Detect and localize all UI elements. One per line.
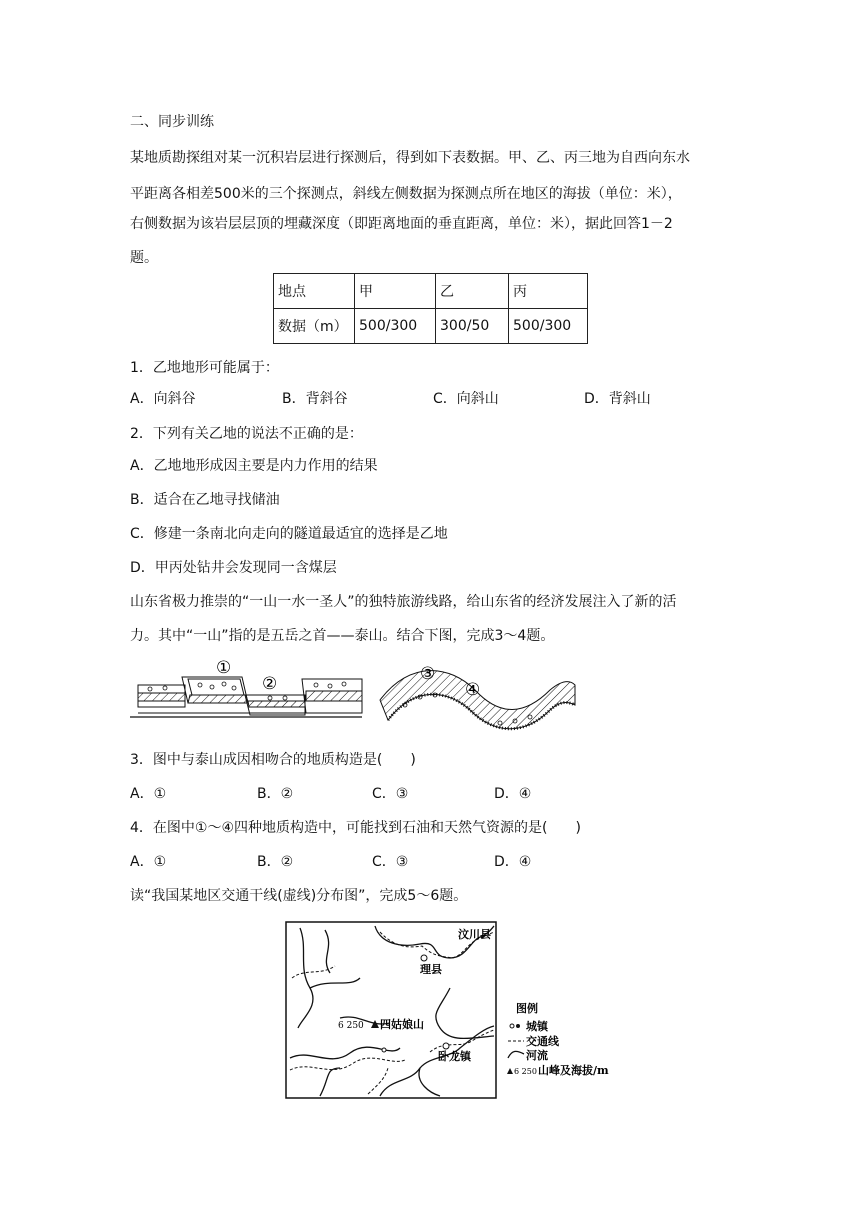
table-cell: 300/50 [436, 309, 509, 344]
geologic-structure-figure [130, 655, 580, 740]
intro-line-3: 右侧数据为该岩层层顶的埋藏深度（即距离地面的垂直距离，单位：米），据此回答1－2 [130, 216, 673, 232]
q2-option-d: D．甲丙处钻井会发现同一含煤层 [130, 560, 337, 576]
data-table [273, 273, 588, 344]
q3-stem: 3．图中与泰山成因相吻合的地质构造是( ) [130, 752, 416, 768]
legend-title: 图例 [516, 1002, 538, 1015]
q1-option-c: C．向斜山 [433, 391, 499, 407]
town-lixian: 理县 [420, 963, 442, 976]
q3-option-d: D．④ [494, 786, 532, 802]
q4-option-c: C．③ [372, 854, 409, 870]
intro2-line-1: 山东省极力推崇的“一山一水一圣人”的独特旅游线路，给山东省的经济发展注入了新的活 [130, 594, 677, 610]
intro-line-4: 题。 [130, 250, 158, 266]
legend-peak-value: 6 250 [514, 1067, 537, 1076]
section-title: 二、同步训练 [130, 114, 214, 130]
intro3: 读“我国某地区交通干线(虚线)分布图”，完成5～6题。 [130, 888, 468, 904]
q2-option-c: C．修建一条南北向走向的隧道最适宜的选择是乙地 [130, 526, 448, 542]
legend-town: 城镇 [526, 1020, 548, 1033]
intro2-line-2: 力。其中“一山”指的是五岳之首——泰山。结合下图，完成3～4题。 [130, 628, 555, 644]
q4-stem: 4．在图中①～④四种地质构造中，可能找到石油和天然气资源的是( ) [130, 820, 581, 836]
table-row [274, 274, 588, 309]
q2-option-a: A．乙地地形成因主要是内力作用的结果 [130, 458, 378, 474]
table-row [274, 309, 588, 344]
intro-line-2: 平距离各相差500米的三个探测点，斜线左侧数据为探测点所在地区的海拔（单位：米）， [130, 186, 682, 202]
q2-option-b: B．适合在乙地寻找储油 [130, 492, 280, 508]
table-cell: 丙 [509, 274, 588, 309]
map-legend [507, 1001, 609, 1077]
intro-line-1: 某地质勘探组对某一沉积岩层进行探测后，得到如下表数据。甲、乙、丙三地为自西向东水 [130, 150, 690, 166]
table-cell: 地点 [274, 274, 355, 309]
town-wolong: 卧龙镇 [438, 1050, 471, 1063]
town-wenchuan: 汶川县 [458, 928, 491, 941]
q4-option-a: A．① [130, 854, 167, 870]
legend-river: 河流 [526, 1049, 548, 1062]
fault-block-diagram [130, 677, 362, 717]
q1-option-b: B．背斜谷 [282, 391, 348, 407]
legend-peak: 山峰及海拔/m [538, 1064, 609, 1077]
peak-name: 四姑娘山 [380, 1018, 424, 1031]
table-cell: 数据（m） [274, 309, 355, 344]
table-cell: 甲 [355, 274, 436, 309]
q4-option-d: D．④ [494, 854, 532, 870]
q4-option-b: B．② [257, 854, 294, 870]
q2-stem: 2．下列有关乙地的说法不正确的是： [130, 426, 363, 442]
q1-option-a: A．向斜谷 [130, 391, 196, 407]
table-cell: 500/300 [509, 309, 588, 344]
legend-transport: 交通线 [526, 1035, 559, 1048]
transport-map [280, 918, 610, 1103]
q3-option-a: A．① [130, 786, 167, 802]
peak-elevation: 6 250 [338, 1021, 364, 1031]
q3-option-b: B．② [257, 786, 294, 802]
label-3: ③ [420, 664, 436, 684]
label-1: ① [216, 658, 232, 678]
table-cell: 乙 [436, 274, 509, 309]
table-cell: 500/300 [355, 309, 436, 344]
q1-stem: 1．乙地地形可能属于： [130, 360, 279, 376]
q1-option-d: D．背斜山 [584, 391, 651, 407]
label-2: ② [262, 674, 278, 694]
label-4: ④ [465, 680, 481, 700]
q3-option-c: C．③ [372, 786, 409, 802]
